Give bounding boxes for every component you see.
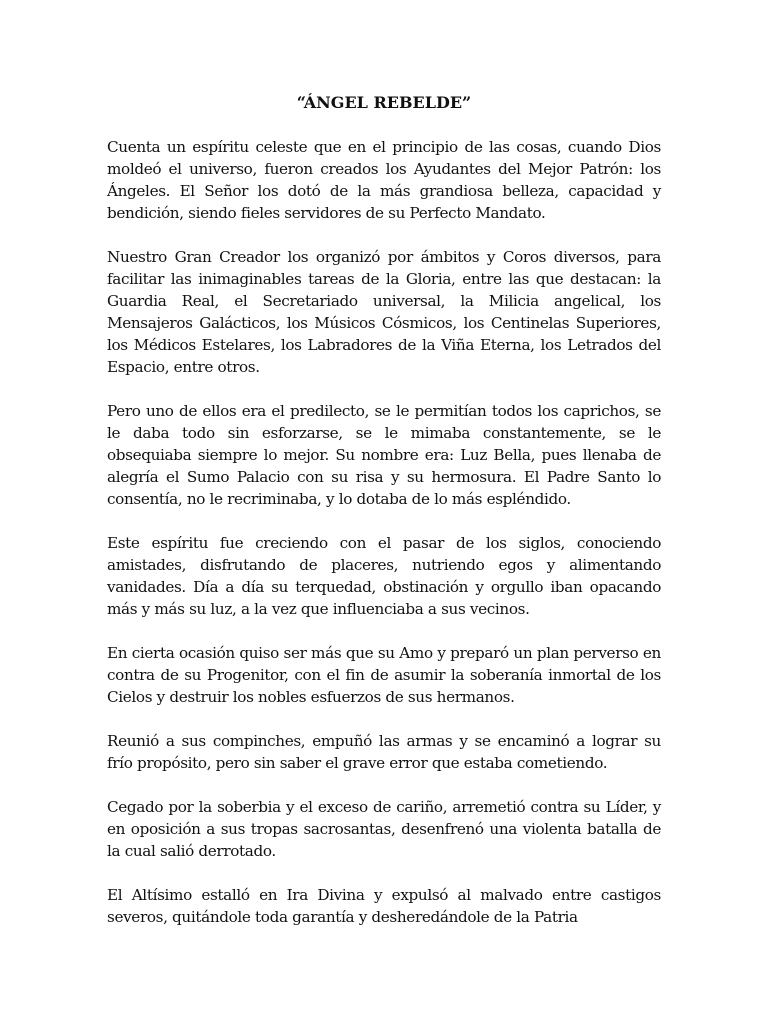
document-title: “ÁNGEL REBELDE” [296,93,472,112]
paragraph-1: Cuenta un espíritu celeste que en el principio de las cosas, cuando Dios moldeó el universo, fueron creados los Ayudantes del Mejor Patrón: los Ángeles. El Señor los dotó de la más grandiosa belleza, capacidad y bendición, siendo fieles servidores de su Perfecto Mandato. [107,138,661,222]
paragraph-7: Cegado por la soberbia y el exceso de cariño, arremetió contra su Líder, y en oposición a sus tropas sacrosantas, desenfrenó una violenta batalla de la cual salió derrotado. [107,798,661,860]
paragraph-5: En cierta ocasión quiso ser más que su Amo y preparó un plan perverso en contra de su Progenitor, con el fin de asumir la soberanía inmortal de los Cielos y destruir los nobles esfuerzos de sus hermanos. [107,644,661,706]
paragraph-8: El Altísimo estalló en Ira Divina y expulsó al malvado entre castigos severos, quitándole toda garantía y desheredándole de la Patria [107,886,661,926]
paragraph-2: Nuestro Gran Creador los organizó por ámbitos y Coros diversos, para facilitar las inimaginables tareas de la Gloria, entre las que destacan: la Guardia Real, el Secretariado universal, la Milicia angelical, los Mensajeros Galácticos, los Músicos Cósmicos, los Centinelas Superiores, los Médicos Estelares, los Labradores de la Viña Eterna, los Letrados del Espacio, entre otros. [107,248,661,376]
paragraph-3: Pero uno de ellos era el predilecto, se le permitían todos los caprichos, se le daba todo sin esforzarse, se le mimaba constantemente, se le obsequiaba siempre lo mejor. Su nombre era: Luz Bella, pues llenaba de alegría el Sumo Palacio con su risa y su hermosura. El Padre Santo lo consentía, no le recriminaba, y lo dotaba de lo más espléndido. [107,402,661,508]
paragraph-6: Reunió a sus compinches, empuñó las armas y se encaminó a lograr su frío propósito, pero sin saber el grave error que estaba cometiendo. [107,732,661,772]
document-body [107,136,661,950]
paragraph-4: Este espíritu fue creciendo con el pasar de los siglos, conociendo amistades, disfrutando de placeres, nutriendo egos y alimentando vanidades. Día a día su terquedad, obstinación y orgullo iban opacando más y más su luz, a la vez que influenciaba a sus vecinos. [107,534,661,618]
